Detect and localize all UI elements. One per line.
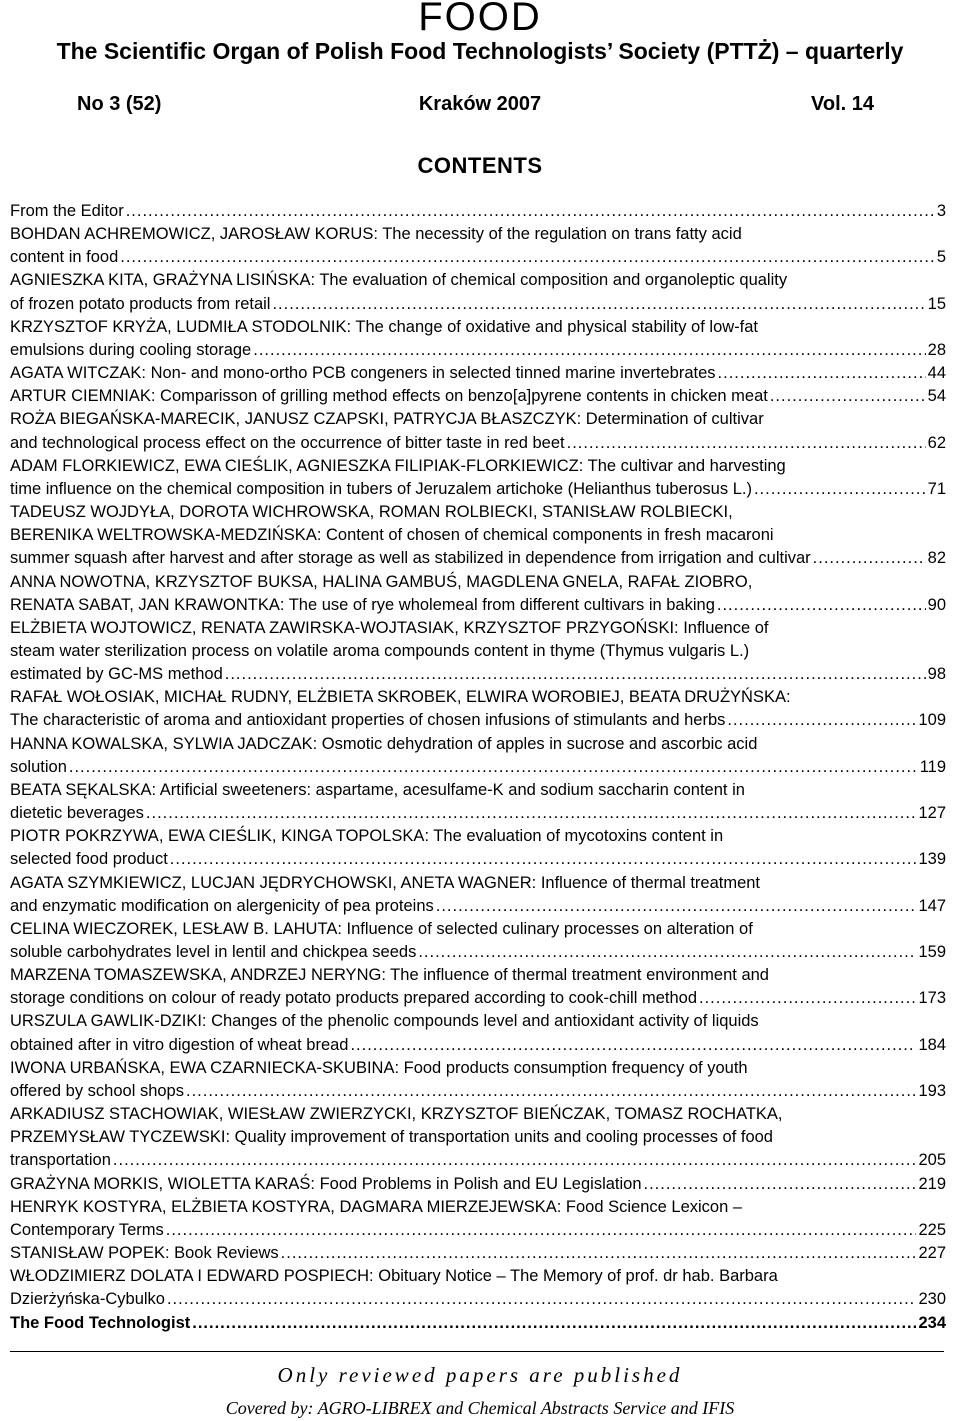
toc-entry[interactable] [10, 501, 946, 570]
toc-entry[interactable] [10, 571, 946, 617]
toc-entry-last-line [10, 547, 946, 570]
toc-entry-last-line [10, 663, 946, 686]
page-number: 193 [918, 1081, 946, 1100]
toc-entry-last-line [10, 478, 946, 501]
dot-leader [718, 362, 926, 385]
toc-entry-line: BEATA SĘKALSKA: Artificial sweeteners: aspartame, acesulfame-K and sodium saccharin content in [10, 780, 745, 799]
toc-entry[interactable] [10, 1196, 946, 1242]
toc-entry-line: BERENIKA WELTROWSKA-MEDZIŃSKA: Content of chosen of chemical components in fresh macaroni [10, 526, 774, 545]
toc-entry-line: MARZENA TOMASZEWSKA, ANDRZEJ NERYNG: The influence of thermal treatment environment and [10, 966, 769, 985]
toc-entry-text: content in food [10, 248, 119, 267]
toc-entry-last-line [10, 802, 946, 825]
dot-leader [813, 547, 926, 570]
table-of-contents [10, 200, 946, 1335]
dot-leader [350, 1034, 916, 1057]
toc-entry[interactable] [10, 825, 946, 871]
toc-entry-text: soluble carbohydrates level in lentil and chickpea seeds [10, 943, 417, 961]
toc-entry-last-line [10, 1034, 946, 1057]
toc-entry[interactable] [10, 617, 946, 686]
toc-entry-line: ANNA NOWOTNA, KRZYSZTOF BUKSA, HALINA GAMBUŚ, MAGDLENA GNELA, RAFAŁ ZIOBRO, [10, 572, 753, 591]
journal-title: FOOD [418, 0, 542, 39]
toc-entry-last-line [10, 293, 946, 316]
page-number: 225 [918, 1220, 946, 1239]
toc-entry-text: summer squash after harvest and after storage as well as stabilized in dependence from irrigation and cultivar [10, 549, 811, 568]
toc-entry-last-line [10, 246, 946, 269]
toc-entry[interactable] [10, 1057, 946, 1103]
dot-leader [727, 709, 916, 732]
toc-entry-last-line [10, 756, 946, 779]
toc-entry[interactable] [10, 1103, 946, 1172]
toc-entry-text: transportation [10, 1151, 111, 1170]
toc-entry-last-line [10, 1173, 946, 1196]
toc-entry-text: emulsions during cooling storage [10, 340, 252, 359]
page-number: 44 [927, 364, 946, 383]
page-number: 82 [927, 549, 946, 568]
page-number: 139 [918, 850, 946, 869]
dot-leader [167, 1288, 917, 1311]
toc-entry[interactable] [10, 918, 946, 964]
reviewed-note: Only reviewed papers are published [277, 1363, 683, 1387]
toc-entry[interactable] [10, 686, 946, 732]
toc-entry-line: URSZULA GAWLIK-DZIKI: Changes of the phenolic compounds level and antioxidant activity of liquids [10, 1012, 759, 1031]
toc-entry[interactable] [10, 362, 946, 385]
dot-leader [272, 293, 925, 316]
toc-entry-line: HANNA KOWALSKA, SYLWIA JADCZAK: Osmotic dehydration of apples in sucrose and ascorbic acid [10, 734, 758, 753]
toc-entry-last-line [10, 1288, 946, 1311]
page-number: 98 [927, 665, 946, 684]
page-number: 62 [927, 433, 946, 452]
page-number: 90 [927, 595, 946, 614]
page-number: 219 [918, 1174, 946, 1193]
toc-entry-line: HENRYK KOSTYRA, ELŻBIETA KOSTYRA, DAGMARA MIERZEJEWSKA: Food Science Lexicon – [10, 1197, 743, 1216]
toc-entry-line: PIOTR POKRZYWA, EWA CIEŚLIK, KINGA TOPOLSKA: The evaluation of mycotoxins content in [10, 827, 724, 846]
toc-entry[interactable] [10, 316, 946, 362]
page-number: 28 [927, 340, 946, 359]
page-number: 227 [918, 1244, 946, 1263]
dot-leader [717, 594, 926, 617]
dot-leader [192, 1312, 916, 1335]
toc-entry-line: AGNIESZKA KITA, GRAŻYNA LISIŃSKA: The evaluation of chemical composition and organoleptic quality [10, 271, 788, 290]
dot-leader [146, 802, 917, 825]
dot-leader [120, 246, 935, 269]
toc-entry-line: BOHDAN ACHREMOWICZ, JAROSŁAW KORUS: The necessity of the regulation on trans fatty acid [10, 225, 742, 244]
page-number: 159 [918, 943, 946, 961]
toc-entry[interactable] [10, 733, 946, 779]
toc-entry[interactable] [10, 269, 946, 315]
page-number: 184 [918, 1035, 946, 1054]
toc-entry-last-line [10, 941, 946, 964]
toc-entry-last-line [10, 1312, 946, 1335]
toc-entry-text: time influence on the chemical composition in tubers of Jeruzalem artichoke (Helianthus tuberosus L.) [10, 479, 752, 498]
page-number: 173 [918, 989, 946, 1008]
dot-leader [436, 895, 917, 918]
toc-entry-line: steam water sterilization process on volatile aroma compounds content in thyme (Thymus vulgaris L.) [10, 641, 750, 660]
journal-subtitle: The Scientific Organ of Polish Food Technologists’ Society (PTTŻ) – quarterly [56, 38, 904, 64]
toc-entry-text: of frozen potato products from retail [10, 294, 271, 313]
page-number: 5 [936, 248, 946, 267]
toc-entry-line: ADAM FLORKIEWICZ, EWA CIEŚLIK, AGNIESZKA FILIPIAK-FLORKIEWICZ: The cultivar and harvesting [10, 456, 786, 475]
toc-entry-line: PRZEMYSŁAW TYCZEWSKI: Quality improvement of transportation units and cooling processes of food [10, 1128, 773, 1147]
toc-entry-last-line [10, 594, 946, 617]
toc-entry[interactable] [10, 1242, 946, 1265]
dot-leader [418, 941, 916, 964]
toc-entry-line: TADEUSZ WOJDYŁA, DOROTA WICHROWSKA, ROMAN ROLBIECKI, STANISŁAW ROLBIECKI, [10, 503, 733, 522]
toc-entry[interactable] [10, 1010, 946, 1056]
toc-entry-text: The characteristic of aroma and antioxidant properties of chosen infusions of stimulants and herbs [10, 711, 726, 730]
issue-number: No 3 (52) [77, 93, 162, 115]
toc-entry-line: WŁODZIMIERZ DOLATA I EDWARD POSPIECH: Obituary Notice – The Memory of prof. dr hab. Barbara [10, 1267, 778, 1286]
dot-leader [754, 478, 926, 501]
toc-entry-text: solution [10, 757, 67, 776]
page-number: 109 [918, 711, 946, 730]
toc-entry-text: obtained after in vitro digestion of wheat bread [10, 1035, 349, 1054]
toc-entry-last-line [10, 1149, 946, 1172]
toc-entry[interactable] [10, 1312, 946, 1335]
toc-entry-text: storage conditions on colour of ready potato products prepared according to cook-chill method [10, 989, 697, 1008]
toc-entry-last-line [10, 339, 946, 362]
toc-entry-text: Dzierżyńska-Cybulko [10, 1290, 165, 1309]
toc-entry-text: ARTUR CIEMNIAK: Comparisson of grilling method effects on benzo[a]pyrene contents in chicken meat [10, 387, 768, 406]
toc-entry-text: GRAŻYNA MORKIS, WIOLETTA KARAŚ: Food Problems in Polish and EU Legislation [10, 1174, 642, 1193]
toc-entry-text: AGATA WITCZAK: Non- and mono-ortho PCB congeners in selected tinned marine invertebrates [10, 364, 716, 383]
toc-entry[interactable] [10, 455, 946, 501]
page-number: 54 [927, 387, 946, 406]
dot-leader [567, 432, 926, 455]
toc-entry-last-line [10, 200, 946, 223]
page-number: 127 [918, 804, 946, 823]
toc-entry[interactable] [10, 872, 946, 918]
page-number: 71 [927, 479, 946, 498]
toc-entry[interactable] [10, 408, 946, 454]
page-number: 147 [918, 896, 946, 915]
contents-heading: CONTENTS [417, 153, 543, 178]
toc-entry[interactable] [10, 779, 946, 825]
dot-leader [113, 1149, 917, 1172]
dot-leader [186, 1080, 916, 1103]
toc-entry-text: From the Editor [10, 202, 124, 220]
toc-entry[interactable] [10, 200, 946, 223]
toc-entry-text: selected food product [10, 850, 168, 869]
dot-leader [69, 756, 918, 779]
dot-leader [126, 200, 935, 223]
toc-entry-last-line [10, 1219, 946, 1242]
page-number: 119 [919, 757, 946, 776]
dot-leader [699, 987, 916, 1010]
toc-entry-line: AGATA SZYMKIEWICZ, LUCJAN JĘDRYCHOWSKI, ANETA WAGNER: Influence of thermal treatment [10, 873, 761, 892]
toc-entry-line: ELŻBIETA WOJTOWICZ, RENATA ZAWIRSKA-WOJTASIAK, KRZYSZTOF PRZYGOŃSKI: Influence of [10, 618, 769, 637]
dot-leader [644, 1173, 917, 1196]
toc-entry-last-line [10, 432, 946, 455]
toc-entry[interactable] [10, 1173, 946, 1196]
page-number: 230 [918, 1290, 946, 1309]
dot-leader [225, 663, 926, 686]
toc-entry-line: ARKADIUSZ STACHOWIAK, WIESŁAW ZWIERZYCKI, KRZYSZTOF BIEŃCZAK, TOMASZ ROCHATKA, [10, 1105, 783, 1124]
toc-entry-last-line [10, 709, 946, 732]
toc-entry[interactable] [10, 964, 946, 1010]
issue-volume: Vol. 14 [811, 93, 874, 115]
toc-entry-text: The Food Technologist [10, 1313, 191, 1332]
toc-entry-last-line [10, 362, 946, 385]
toc-entry-text: STANISŁAW POPEK: Book Reviews [10, 1244, 279, 1263]
toc-entry-last-line [10, 1242, 946, 1265]
covered-by-note: Covered by: AGRO-LIBREX and Chemical Abstracts Service and IFIS [225, 1398, 735, 1418]
toc-entry-last-line [10, 1080, 946, 1103]
toc-entry-last-line [10, 987, 946, 1010]
toc-entry-text: and technological process effect on the occurrence of bitter taste in red beet [10, 433, 565, 452]
toc-entry-line: RAFAŁ WOŁOSIAK, MICHAŁ RUDNY, ELŻBIETA SKROBEK, ELWIRA WOROBIEJ, BEATA DRUŻYŃSKA: [10, 688, 791, 707]
dot-leader [281, 1242, 917, 1265]
page-number: 15 [927, 294, 946, 313]
toc-entry-line: IWONA URBAŃSKA, EWA CZARNIECKA-SKUBINA: Food products consumption frequency of youth [10, 1058, 748, 1077]
page-number: 234 [918, 1313, 946, 1332]
toc-entry[interactable] [10, 1265, 946, 1311]
issue-place-year: Kraków 2007 [418, 93, 542, 115]
toc-entry-line: CELINA WIECZOREK, LESŁAW B. LAHUTA: Influence of selected culinary processes on alteration of [10, 919, 753, 938]
toc-entry-text: dietetic beverages [10, 804, 144, 823]
toc-entry-line: KRZYSZTOF KRYŻA, LUDMIŁA STODOLNIK: The change of oxidative and physical stability of low-fat [10, 317, 759, 336]
dot-leader [770, 385, 926, 408]
toc-entry[interactable] [10, 223, 946, 269]
toc-entry-line: ROŻA BIEGAŃSKA-MARECIK, JANUSZ CZAPSKI, PATRYCJA BŁASZCZYK: Determination of cultivar [10, 410, 764, 429]
toc-entry-last-line [10, 385, 946, 408]
toc-entry-last-line [10, 895, 946, 918]
toc-entry-text: estimated by GC-MS method [10, 665, 223, 684]
page-number: 205 [918, 1151, 946, 1170]
toc-entry-text: and enzymatic modification on alergenicity of pea proteins [10, 896, 434, 915]
page-number: 3 [936, 202, 946, 220]
toc-entry[interactable] [10, 385, 946, 408]
dot-leader [253, 339, 925, 362]
footer-divider [10, 1351, 944, 1352]
toc-entry-text: RENATA SABAT, JAN KRAWONTKA: The use of rye wholemeal from different cultivars in baking [10, 595, 715, 614]
toc-entry-last-line [10, 848, 946, 871]
dot-leader [166, 1219, 917, 1242]
toc-entry-text: offered by school shops [10, 1081, 184, 1100]
dot-leader [170, 848, 917, 871]
toc-entry-text: Contemporary Terms [10, 1220, 164, 1239]
